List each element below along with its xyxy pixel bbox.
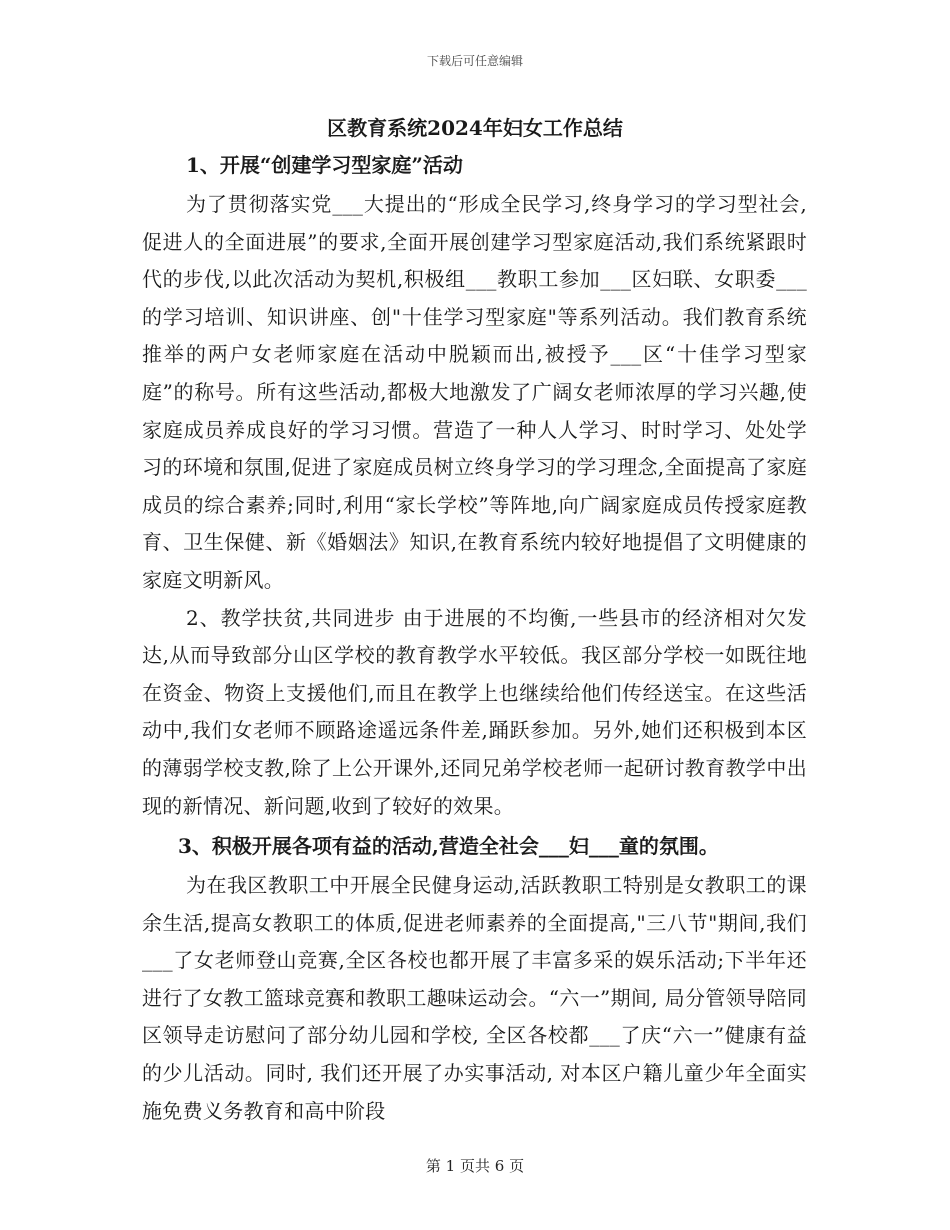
page-header: 下载后可任意编辑 — [426, 54, 523, 68]
page-number: 第 1 页共 6 页 — [425, 1157, 525, 1175]
section-2-paragraph: 2、教学扶贫,共同进步 由于进展的不均衡,一些县市的经济相对欠发达,从而导致部分山区学校的教育教学水平较低。我区部分学校一如既往地在资金、物资上支援他们,而且在教学上也继续给他们传经送宝。在这些活动中,我们女老师不顾路途遥远条件差,踊跃参加。另外,她们还积极到本区的薄弱学校支教,除了上公开课外,还同兄弟学校老师一起研讨教育教学中出现的新情况、新问题,收到了较好的效果。 — [142, 605, 807, 818]
section-3-heading: 3、积极开展各项有益的活动,营造全社会___妇___童的氛围。 — [178, 834, 719, 859]
document-body — [142, 150, 807, 1130]
section-1-paragraph: 为了贯彻落实党___大提出的“形成全民学习,终身学习的学习型社会,促进人的全面进展”的要求,全面开展创建学习型家庭活动,我们系统紧跟时代的步伐,以此次活动为契机,积极组___教职工参加___区妇联、女职委___的学习培训、知识讲座、创"十佳学习型家庭"等系列活动。我们教育系统推举的两户女老师家庭在活动中脱颖而出,被授予___区“十佳学习型家庭”的称号。所有这些活动,都极大地激发了广阔女老师浓厚的学习兴趣,使家庭成员养成良好的学习习惯。营造了一种人人学习、时时学习、处处学习的环境和氛围,促进了家庭成员树立终身学习的学习理念,全面提高了家庭成员的综合素养;同时,利用“家长学校”等阵地,向广阔家庭成员传授家庭教育、卫生保健、新《婚姻法》知识,在教育系统内较好地提倡了文明健康的家庭文明新风。 — [142, 192, 807, 592]
section-1-heading: 1、开展“创建学习型家庭”活动 — [186, 153, 463, 177]
section-3-paragraph: 为在我区教职工中开展全民健身运动,活跃教职工特别是女教职工的课余生活,提高女教职工的体质,促进老师素养的全面提高,"三八节"期间,我们___了女老师登山竞赛,全区各校也都开展了丰富多采的娱乐活动;下半年还进行了女教工篮球竞赛和教职工趣味运动会。“六一”期间, 局分管领导陪同区领导走访慰问了部分幼儿园和学校, 全区各校都___了庆“六一”健康有益的少儿活动。同时, 我们还开展了办实事活动, 对本区户籍儿童少年全面实施免费义务教育和高中阶段 — [142, 873, 807, 1123]
document-title: 区教育系统2024年妇女工作总结 — [327, 116, 623, 140]
